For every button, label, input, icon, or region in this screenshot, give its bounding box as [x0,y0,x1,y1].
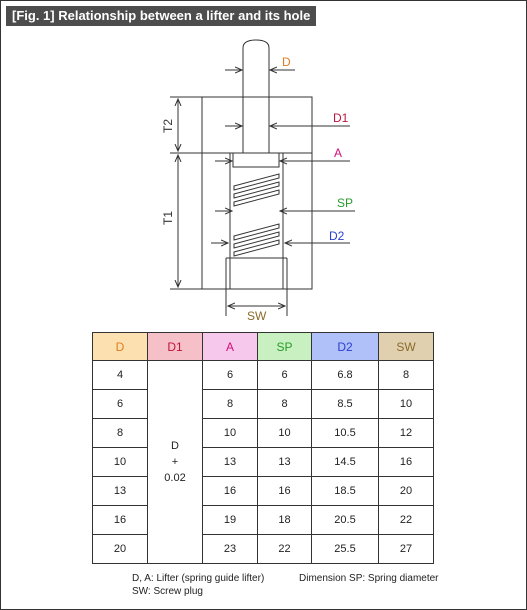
table-header-row [93,333,434,361]
table-row [93,390,434,419]
cell-sw: 20 [379,477,434,506]
table-row [93,506,434,535]
label-d: D [282,55,291,69]
label-d1: D1 [333,111,349,125]
table-row [93,448,434,477]
cell-d: 8 [93,419,148,448]
label-sp: SP [337,196,354,210]
label-d2: D2 [329,229,345,243]
cell-sp: 10 [258,419,312,448]
cell-sp: 13 [258,448,312,477]
cell-sw: 10 [379,390,434,419]
header-a: A [203,333,258,361]
table-row [93,535,434,564]
cell-sp: 8 [258,390,312,419]
cell-a: 13 [203,448,258,477]
label-sw: SW [247,309,267,323]
header-sw: SW [379,333,434,361]
cell-d2: 20.5 [312,506,379,535]
cell-sp: 22 [258,535,312,564]
header-d: D [93,333,148,361]
cell-sw: 22 [379,506,434,535]
cell-d2: 8.5 [312,390,379,419]
hole-bore [226,153,287,289]
cell-a: 8 [203,390,258,419]
cell-d: 4 [93,361,148,390]
lifter-shaft [243,40,269,153]
cell-sp: 16 [258,477,312,506]
lifter-head [233,153,279,167]
cell-a: 23 [203,535,258,564]
cell-d: 20 [93,535,148,564]
cell-sw: 16 [379,448,434,477]
cell-sw: 12 [379,419,434,448]
cell-d: 13 [93,477,148,506]
d1-formula-part: 0.02 [164,472,186,484]
cell-d2: 18.5 [312,477,379,506]
cell-a: 10 [203,419,258,448]
header-sp: SP [258,333,312,361]
cell-a: 6 [203,361,258,390]
table-row [93,361,434,390]
cell-d2: 6.8 [312,361,379,390]
header-d1: D1 [148,333,203,361]
figure-title: [Fig. 1] Relationship between a lifter and its hole [6,6,316,26]
label-a: A [334,146,343,160]
label-t1: T1 [161,210,175,226]
note-spring-diameter: Dimension SP: Spring diameter [299,573,439,584]
cell-sw: 8 [379,361,434,390]
header-d2: D2 [312,333,379,361]
cell-sp: 6 [258,361,312,390]
d1-formula-part: D [171,440,179,452]
dimension-table [92,332,434,564]
cell-a: 16 [203,477,258,506]
cell-a: 19 [203,506,258,535]
d1-formula-part: + [171,456,179,468]
table-row [93,419,434,448]
cell-d2: 10.5 [312,419,379,448]
label-t2: T2 [161,118,175,134]
cell-d2: 14.5 [312,448,379,477]
cell-sp: 18 [258,506,312,535]
spring-coils [234,174,279,256]
cell-d2: 25.5 [312,535,379,564]
cell-d: 10 [93,448,148,477]
cell-sw: 27 [379,535,434,564]
cell-d: 6 [93,390,148,419]
table-row [93,477,434,506]
note-lifter: D, A: Lifter (spring guide lifter) [132,573,265,584]
cell-d1-formula [148,361,203,564]
note-screw-plug: SW: Screw plug [132,586,203,597]
cell-d: 16 [93,506,148,535]
